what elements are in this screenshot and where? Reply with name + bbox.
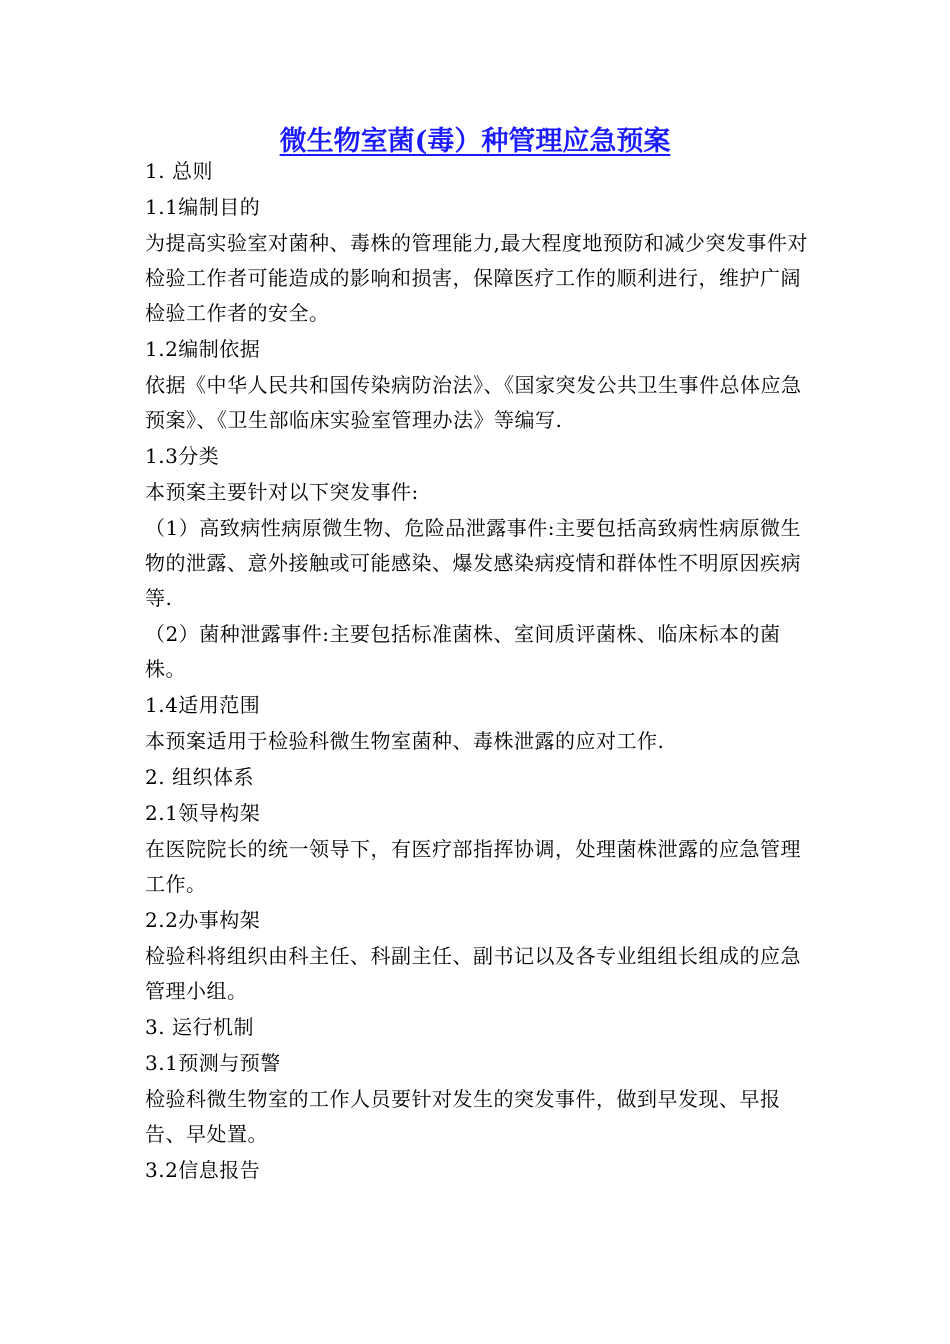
list-item: （1）高致病性病原微生物、危险品泄露事件:主要包括高致病性病原微生物的泄露、意外接触或可能感染、爆发感染病疫情和群体性不明原因疾病等.	[145, 516, 801, 610]
document-body	[145, 154, 809, 1189]
section-heading: 3. 运行机制	[145, 1015, 254, 1039]
body-paragraph: 依据《中华人民共和国传染病防治法》、《国家突发公共卫生事件总体应急预案》、《卫生部临床实验室管理办法》等编写.	[145, 373, 802, 432]
body-paragraph: 本预案主要针对以下突发事件:	[145, 480, 419, 504]
body-paragraph: 检验科微生物室的工作人员要针对发生的突发事件，做到早发现、早报告、早处置。	[145, 1087, 781, 1146]
list-item: （2）菌种泄露事件:主要包括标准菌株、室间质评菌株、临床标本的菌株。	[145, 622, 781, 681]
section-heading: 2. 组织体系	[145, 765, 254, 789]
subsection-heading: 1.4适用范围	[145, 693, 261, 717]
subsection-heading: 1.1编制目的	[145, 195, 261, 219]
subsection-heading: 1.2编制依据	[145, 337, 261, 361]
body-paragraph: 本预案适用于检验科微生物室菌种、毒株泄露的应对工作.	[145, 729, 665, 753]
subsection-heading: 2.2办事构架	[145, 908, 261, 932]
subsection-heading: 2.1领导构架	[145, 801, 261, 825]
body-paragraph: 为提高实验室对菌种、毒株的管理能力,最大程度地预防和减少突发事件对检验工作者可能造成的影响和损害，保障医疗工作的顺利进行，维护广阔检验工作者的安全。	[145, 231, 808, 325]
subsection-heading: 1.3分类	[145, 444, 220, 468]
subsection-heading: 3.1预测与预警	[145, 1051, 281, 1075]
subsection-heading: 3.2信息报告	[145, 1158, 261, 1182]
body-paragraph: 检验科将组织由科主任、科副主任、副书记以及各专业组组长组成的应急管理小组。	[145, 944, 801, 1003]
body-paragraph: 在医院院长的统一领导下，有医疗部指挥协调，处理菌株泄露的应急管理工作。	[145, 837, 801, 896]
document-title[interactable]: 微生物室菌(毒）种管理应急预案	[279, 126, 671, 157]
section-heading: 1. 总则	[145, 159, 213, 183]
